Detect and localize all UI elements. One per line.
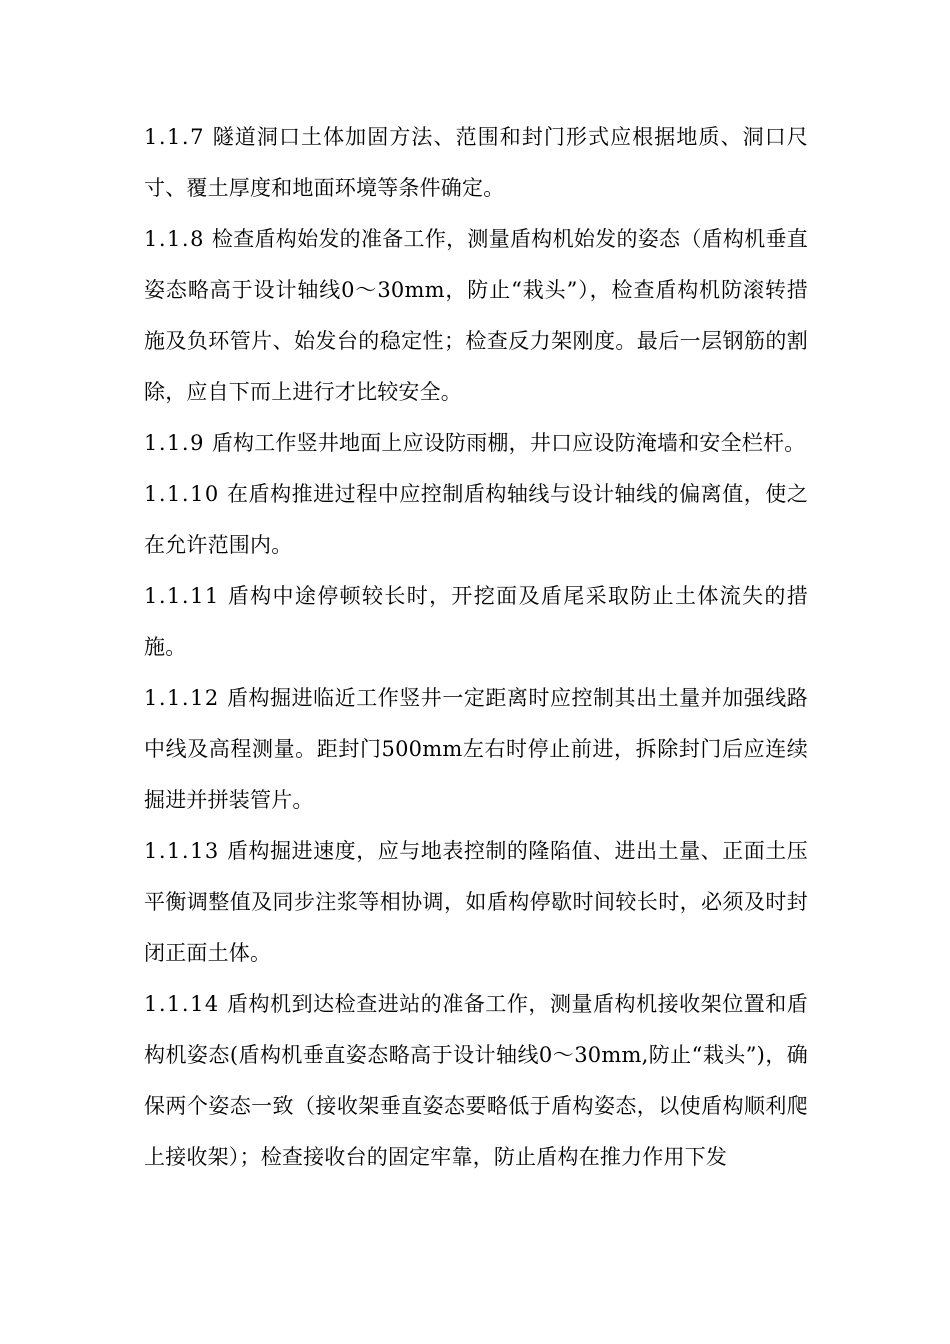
- clause-number: 1.1.12: [144, 686, 220, 710]
- paragraph-1-1-12: [144, 673, 808, 826]
- clause-text: 盾构掘进临近工作竖井一定距离时应控制其出土量并加强线路中线及高程测量。距封门500mm左右时停止前进，拆除封门后应连续掘进并拼装管片。: [144, 686, 808, 812]
- clause-number: 1.1.9: [144, 431, 205, 455]
- clause-number: 1.1.11: [144, 584, 220, 608]
- paragraph-1-1-10: [144, 469, 808, 571]
- clause-number: 1.1.8: [144, 227, 205, 251]
- clause-text: 盾构掘进速度，应与地表控制的隆陷值、进出土量、正面土压平衡调整值及同步注浆等相协调，如盾构停歇时间较长时，必须及时封闭正面土体。: [144, 839, 808, 965]
- paragraph-1-1-11: [144, 571, 808, 673]
- clause-text: 盾构中途停顿较长时，开挖面及盾尾采取防止土体流失的措施。: [144, 584, 808, 659]
- clause-number: 1.1.13: [144, 839, 220, 863]
- clause-number: 1.1.14: [144, 992, 220, 1016]
- clause-text: 盾构工作竖井地面上应设防雨棚，井口应设防淹墙和安全栏杆。: [211, 431, 806, 455]
- clause-text: 隧道洞口土体加固方法、范围和封门形式应根据地质、洞口尺寸、覆土厚度和地面环境等条件确定。: [144, 125, 808, 200]
- clause-text: 在盾构推进过程中应控制盾构轴线与设计轴线的偏离值，使之在允许范围内。: [144, 482, 808, 557]
- clause-text: 盾构机到达检查进站的准备工作，测量盾构机接收架位置和盾构机姿态(盾构机垂直姿态略高于设计轴线0～30mm,防止“栽头”)，确保两个姿态一致（接收架垂直姿态要略低于盾构姿态，以使盾构顺利爬上接收架）；检查接收台的固定牢靠，防止盾构在推力作用下发: [144, 992, 808, 1169]
- clause-number: 1.1.10: [144, 482, 220, 506]
- clause-number: 1.1.7: [144, 125, 205, 149]
- paragraph-1-1-8: [144, 214, 808, 418]
- clause-text: 检查盾构始发的准备工作，测量盾构机始发的姿态（盾构机垂直姿态略高于设计轴线0～30mm，防止“栽头”），检查盾构机防滚转措施及负环管片、始发台的稳定性；检查反力架刚度。最后一层钢筋的割除，应自下而上进行才比较安全。: [144, 227, 808, 404]
- paragraph-1-1-14: [144, 979, 808, 1183]
- paragraph-1-1-9: [144, 418, 808, 469]
- paragraph-1-1-7: [144, 112, 808, 214]
- paragraph-1-1-13: [144, 826, 808, 979]
- document-body: [144, 112, 808, 1183]
